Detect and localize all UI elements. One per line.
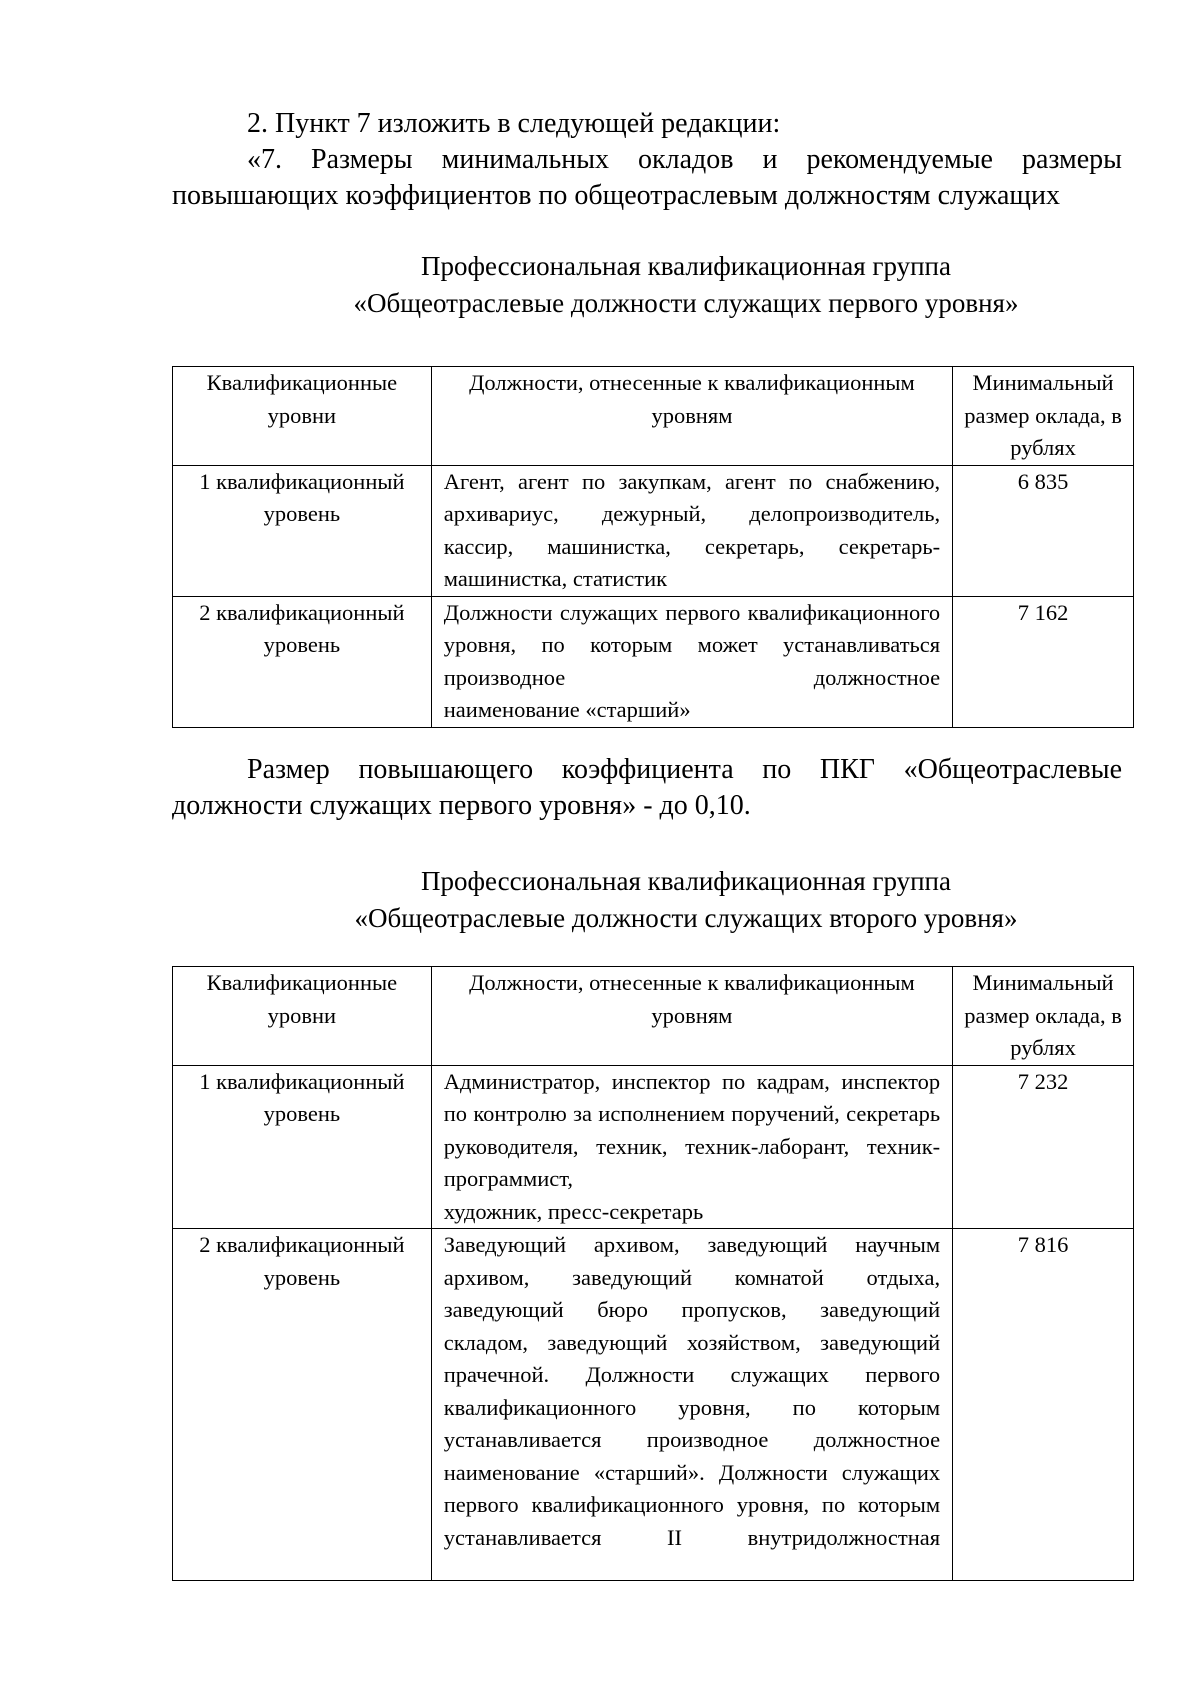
group1-table [172, 366, 1134, 728]
header-levels: Квалификационные уровни [173, 967, 432, 1066]
positions-cell: Заведующий архивом, заведующий научным архивом, заведующий комнатой отдыха, заведующий бюро пропусков, заведующий складом, заведующий хозяйством, заведующий прачечной. Должности служащих первого квалификационного уровня, по которым устанавливается производное должностное наименование «старший». Должности служащих первого квалификационного уровня, по которым устанавливается II внутридолжностная [431, 1229, 952, 1581]
group1-title-line-1: Профессиональная квалификационная группа [421, 251, 951, 281]
header-levels: Квалификационные уровни [173, 367, 432, 466]
salary-cell: 7 232 [953, 1065, 1134, 1229]
level-cell: 2 квалификационный уровень [173, 1229, 432, 1581]
group2-table [172, 966, 1134, 1581]
group2-title-line-2: «Общеотраслевые должности служащих второго уровня» [354, 903, 1018, 933]
salary-cell: 7 162 [953, 596, 1134, 727]
salary-cell: 7 816 [953, 1229, 1134, 1581]
table-header-row [173, 967, 1134, 1066]
header-salary: Минимальный размер оклада, в рублях [953, 967, 1134, 1066]
item-heading [172, 106, 1122, 142]
table-header-row [173, 367, 1134, 466]
salary-cell: 6 835 [953, 465, 1134, 596]
coefficient-line-2: должности служащих первого уровня» - до 0,10. [172, 790, 751, 821]
table-row [173, 596, 1134, 727]
group1-title-line-2: «Общеотраслевые должности служащих первого уровня» [353, 288, 1019, 318]
table-row [173, 1229, 1134, 1581]
clause-line-1: «7. Размеры минимальных окладов и рекомендуемые размеры [247, 144, 1122, 175]
positions-cell: Должности служащих первого квалификационного уровня, по которым может устанавливаться производное должностное наименование «старший» [431, 596, 952, 727]
item-line: 2. Пункт 7 изложить в следующей редакции: [247, 108, 781, 139]
header-salary: Минимальный размер оклада, в рублях [953, 367, 1134, 466]
table-row [173, 465, 1134, 596]
positions-cell: Агент, агент по закупкам, агент по снабжению, архивариус, дежурный, делопроизводитель, кассир, машинистка, секретарь, секретарь- машинистка, статистик [431, 465, 952, 596]
group2-title-line-1: Профессиональная квалификационная группа [421, 866, 951, 896]
header-positions: Должности, отнесенные к квалификационным уровням [431, 367, 952, 466]
level-cell: 1 квалификационный уровень [173, 465, 432, 596]
level-cell: 2 квалификационный уровень [173, 596, 432, 727]
positions-cell: Администратор, инспектор по кадрам, инспектор по контролю за исполнением поручений, секретарь руководителя, техник, техник-лаборант, техник-программист, художник, пресс-секретарь [431, 1065, 952, 1229]
clause-line-2: повышающих коэффициентов по общеотраслевым должностям служащих [172, 180, 1060, 211]
table-row [173, 1065, 1134, 1229]
level-cell: 1 квалификационный уровень [173, 1065, 432, 1229]
header-positions: Должности, отнесенные к квалификационным уровням [431, 967, 952, 1066]
coefficient-line-1: Размер повышающего коэффициента по ПКГ «Общеотраслевые [247, 754, 1122, 785]
